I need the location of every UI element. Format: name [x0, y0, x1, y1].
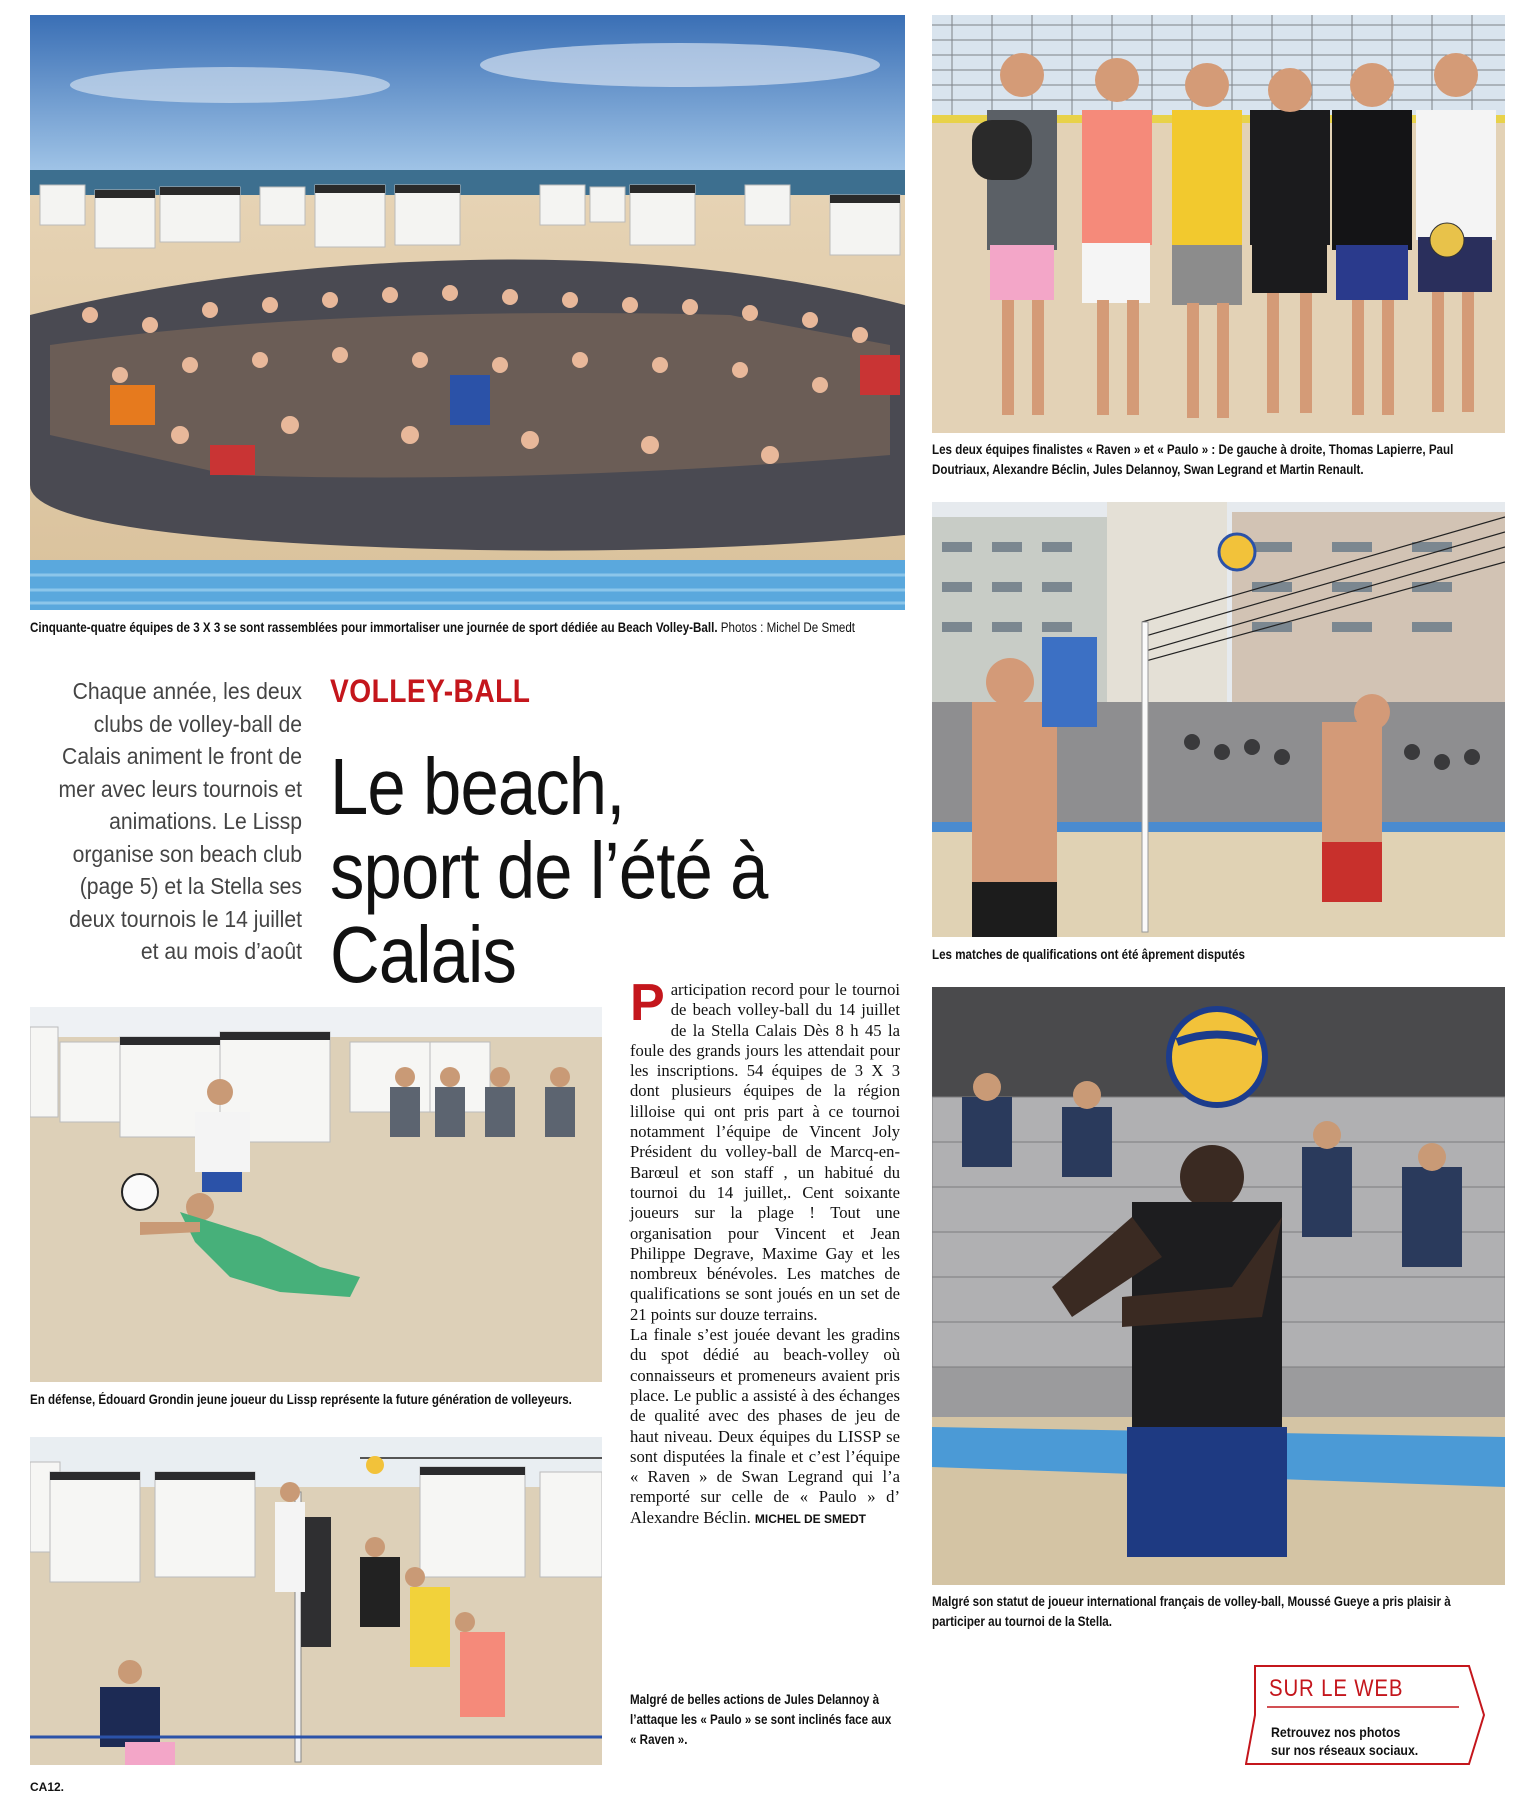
gueye-photo — [932, 987, 1505, 1585]
finalists-caption: Les deux équipes finalistes « Raven » et « Paulo » : De gauche à droite, Thomas Lapierre, Paul Doutriaux, Alexandre Béclin, Jules Delannoy, Swan Legrand et Martin Renault. — [932, 442, 1454, 477]
body-paragraph — [630, 1325, 900, 1529]
qualifs-photo — [932, 502, 1505, 937]
attack-caption: Malgré de belles actions de Jules Delannoy à l’attaque les « Paulo » se sont inclinés face aux « Raven ». — [630, 1692, 892, 1747]
body-paragraph-text: La finale s’est jouée devant les gradins du spot dédié au beach-volley où connaisseurs et promeneurs avaient pris place. Le public a assisté à des échanges de qualité avec des phases de jeu de haut niveau. Deux équipes du LISSP se sont disputées la finale et c’est l’équipe « Raven » de Swan Legrand qui l’a remporté sur celle de « Paulo » d’ Alexandre Béclin. — [630, 1325, 900, 1527]
byline: MICHEL DE SMEDT — [754, 1511, 866, 1526]
web-promo-box[interactable] — [1245, 1665, 1485, 1765]
caption-text: Cinquante-quatre équipes de 3 X 3 se sont rassemblées pour immortaliser une journée de sport dédiée au Beach Volley-Ball. — [30, 620, 718, 635]
group-photo — [30, 15, 905, 610]
gueye-caption: Malgré son statut de joueur international français de volley-ball, Moussé Gueye a pris plaisir à participer au tournoi de la Stella. — [932, 1594, 1451, 1629]
body-paragraph: articipation record pour le tournoi de beach volley-ball du 14 juillet de la Stella Calais Dès 8 h 45 la foule des grands jours les attendait pour les inscriptions. 54 équipes de 3 X 3 dont plusieurs équipes de la région lilloise qui ont pris part à ce tournoi notamment l’équipe de Vincent Joly Président du volley-ball de Marcq-en-Barœul et son staff , un habitué du tournoi du 14 juillet,. Cent soixante joueurs sur la plage ! Tout une organisation pour Vincent et Jean Philippe Degrave, Maxime Gay et les nombreux bénévoles. Les matches de qualifications se sont joués en un set de 21 points sur douze terrains. — [630, 980, 900, 1324]
group-photo-caption — [30, 618, 890, 638]
photo-credit: Photos : Michel De Smedt — [720, 620, 856, 635]
defense-caption: En défense, Édouard Grondin jeune joueur du Lissp représente la future génération de volleyeurs. — [30, 1392, 572, 1407]
headline: Le beach, sport de l’été à Calais — [330, 742, 768, 999]
defense-photo — [30, 1007, 602, 1382]
web-box-title: SUR LE WEB — [1269, 1675, 1404, 1702]
section-kicker: VOLLEY-BALL — [330, 673, 531, 709]
finalists-photo — [932, 15, 1505, 433]
web-box-text: Retrouvez nos photos sur nos réseaux sociaux. — [1271, 1724, 1419, 1758]
attack-photo — [30, 1437, 602, 1765]
drop-cap: P — [630, 974, 665, 1032]
article-body — [630, 974, 900, 1529]
qualifs-caption: Les matches de qualifications ont été âprement disputés — [932, 947, 1245, 962]
standfirst: Chaque année, les deux clubs de volley-ball de Calais animent le front de mer avec leurs tournois et animations. Le Lissp organise son beach club (page 5) et la Stella ses deux tournois le 14 juillet et au mois d’août — [58, 678, 303, 964]
page-folio: CA12. — [30, 1780, 65, 1794]
